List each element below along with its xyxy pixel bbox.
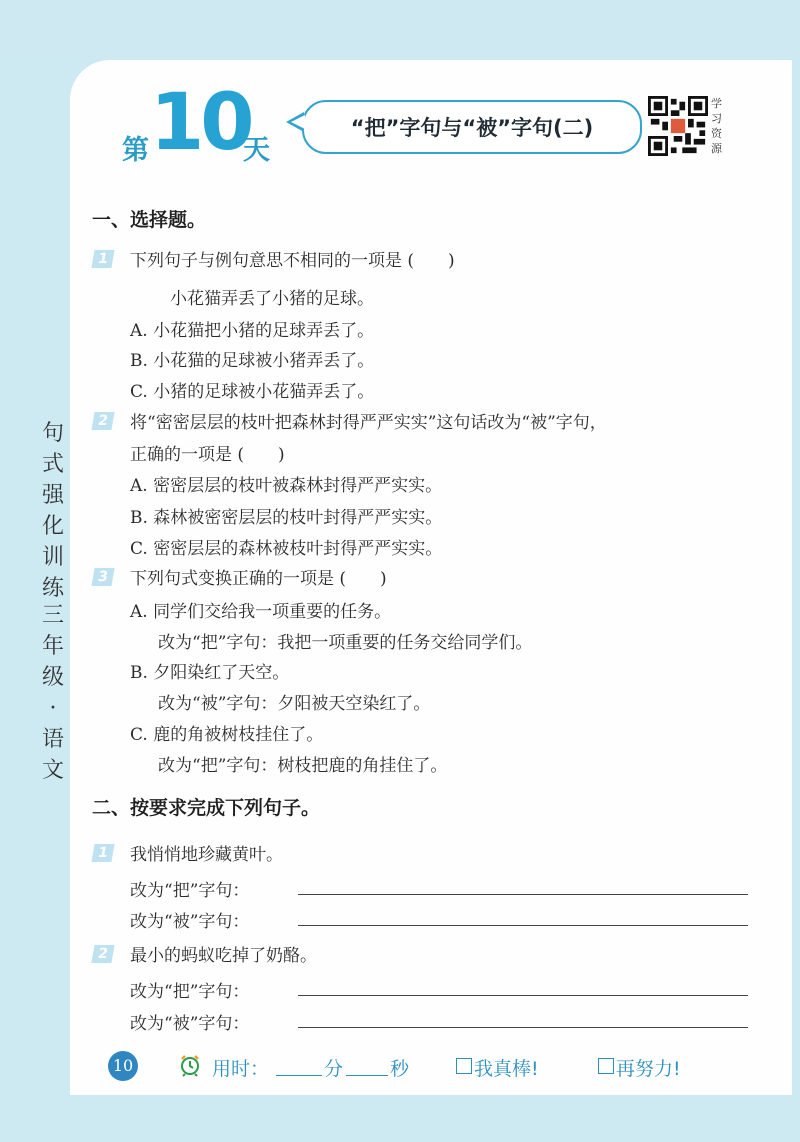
s2-q1-ba-label: 改为“把”字句： xyxy=(130,881,250,901)
s2-q2-bei-label: 改为“被”字句： xyxy=(130,1014,250,1034)
s2-q1-ba-answer-line[interactable] xyxy=(298,894,748,895)
day-prefix: 第 xyxy=(122,135,149,166)
q2-option-a[interactable]: A. 密密层层的枝叶被森林封得严严实实。 xyxy=(130,476,443,496)
s2-q1-bei-label: 改为“被”字句： xyxy=(130,912,250,932)
lesson-title: “把”字句与“被”字句(二) xyxy=(302,100,642,154)
question-number: 1 xyxy=(91,844,114,862)
q2-stem-line2: 正确的一项是 ( ) xyxy=(130,445,285,465)
section-2-heading: 二、按要求完成下列句子。 xyxy=(92,797,321,819)
q1-option-b[interactable]: B. 小花猫的足球被小猪弄丢了。 xyxy=(130,351,375,371)
day-number: 10 xyxy=(150,78,251,168)
q3-option-c[interactable]: C. 鹿的角被树枝挂住了。 xyxy=(130,725,324,745)
q1-example: 小花猫弄丢了小猪的足球。 xyxy=(170,289,374,309)
seconds-blank[interactable] xyxy=(346,1075,388,1076)
qr-label: 学习资源 xyxy=(711,97,722,155)
time-used-label: 用时： xyxy=(212,1058,270,1080)
seconds-unit: 秒 xyxy=(390,1058,410,1080)
s2-q2-ba-label: 改为“把”字句： xyxy=(130,982,250,1002)
top-banner xyxy=(0,0,800,58)
q3-stem: 下列句式变换正确的一项是 ( ) xyxy=(130,569,387,589)
good-label: 我真棒! xyxy=(474,1058,539,1080)
checkbox-good[interactable] xyxy=(456,1058,472,1074)
side-label-course: 句 式 强 化 训 练 xyxy=(41,421,64,601)
q3-option-b[interactable]: B. 夕阳染红了天空。 xyxy=(130,663,290,683)
checkbox-try[interactable] xyxy=(598,1058,614,1074)
section-1-heading: 一、选择题。 xyxy=(92,209,207,231)
q2-option-c[interactable]: C. 密密层层的森林被枝叶封得严严实实。 xyxy=(130,539,443,559)
question-number: 1 xyxy=(91,250,114,268)
q3-option-a[interactable]: A. 同学们交给我一项重要的任务。 xyxy=(130,602,392,622)
q1-stem: 下列句子与例句意思不相同的一项是 ( ) xyxy=(130,251,455,271)
side-label-grade: 三 年 级 · 语 文 xyxy=(41,603,64,783)
s2-q2-bei-answer-line[interactable] xyxy=(298,1027,748,1028)
s2-q1-sentence: 我悄悄地珍藏黄叶。 xyxy=(130,845,283,865)
q3-option-c-change: 改为“把”字句：树枝把鹿的角挂住了。 xyxy=(158,756,448,776)
try-label: 再努力! xyxy=(616,1058,681,1080)
day-suffix: 天 xyxy=(243,135,270,166)
q3-option-b-change: 改为“被”字句：夕阳被天空染红了。 xyxy=(158,694,431,714)
s2-q1-bei-answer-line[interactable] xyxy=(298,925,748,926)
qr-code-icon[interactable] xyxy=(648,96,708,156)
q3-option-a-change: 改为“把”字句：我把一项重要的任务交给同学们。 xyxy=(158,633,533,653)
page-number: 10 xyxy=(108,1051,138,1081)
minutes-unit: 分 xyxy=(324,1058,344,1080)
q1-option-a[interactable]: A. 小花猫把小猪的足球弄丢了。 xyxy=(130,321,375,341)
minutes-blank[interactable] xyxy=(276,1075,322,1076)
s2-q2-sentence: 最小的蚂蚁吃掉了奶酪。 xyxy=(130,946,317,966)
s2-q2-ba-answer-line[interactable] xyxy=(298,995,748,996)
q2-stem-line1: 将“密密层层的枝叶把森林封得严严实实”这句话改为“被”字句， xyxy=(130,413,607,433)
alarm-clock-icon xyxy=(178,1053,202,1077)
question-number: 3 xyxy=(91,568,114,586)
question-number: 2 xyxy=(91,412,114,430)
q2-option-b[interactable]: B. 森林被密密层层的枝叶封得严严实实。 xyxy=(130,508,443,528)
q1-option-c[interactable]: C. 小猪的足球被小花猫弄丢了。 xyxy=(130,382,375,402)
question-number: 2 xyxy=(91,945,114,963)
